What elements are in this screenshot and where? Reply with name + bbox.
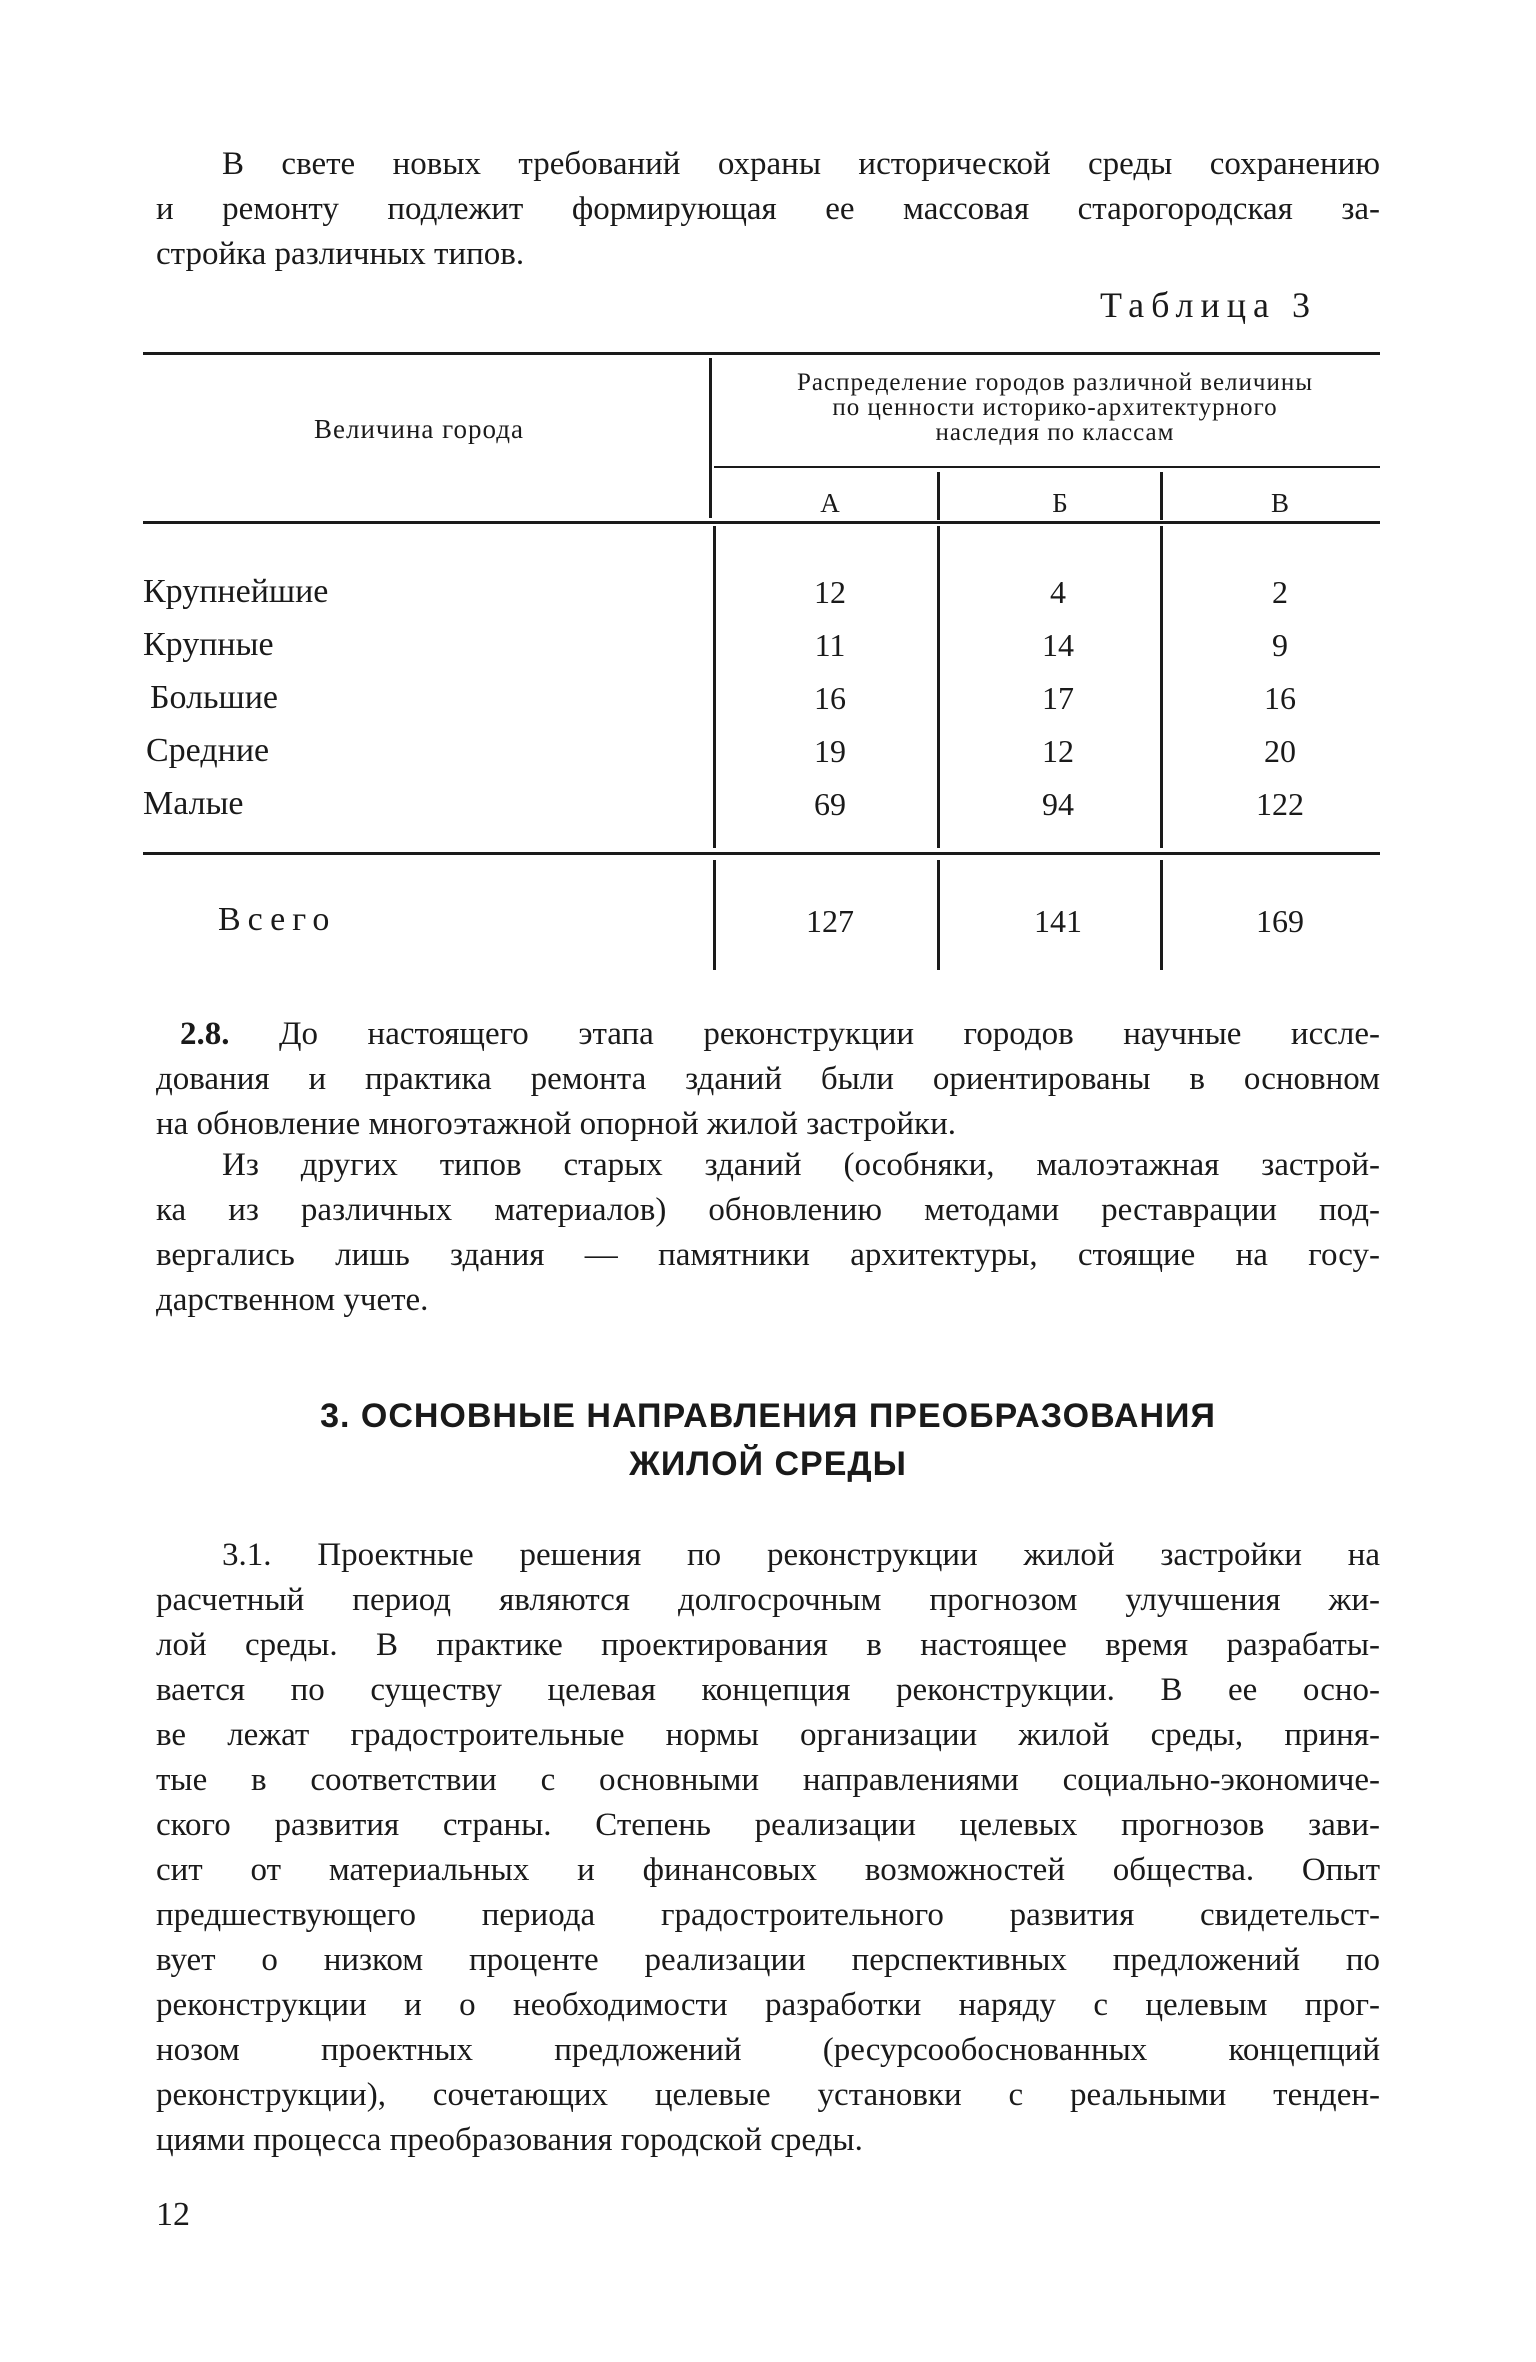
row-label: Большие (150, 679, 279, 716)
text-line: лой среды. В практике проектирования в настоящее время разрабаты- (156, 1627, 1380, 1663)
column-header-v: В (1270, 488, 1289, 518)
intro-paragraph (156, 142, 1380, 277)
text-line: вается по существу целевая концепция реконструкции. В ее осно- (156, 1672, 1380, 1708)
table-cell: 69 (814, 786, 846, 822)
table-cell: 9 (1272, 627, 1288, 663)
text-line: стройка различных типов. (156, 236, 525, 272)
column-header-b: Б (1052, 488, 1068, 518)
text-line-content: Проектные решения по реконструкции жилой застройки на (317, 1537, 1381, 1573)
table-cell: 16 (1264, 680, 1296, 716)
table-cell: 122 (1256, 786, 1304, 822)
text-line: В свете новых требований охраны исторической среды сохранению (222, 146, 1380, 182)
text-line: нозом проектных предложений (ресурсообоснованных концепций (156, 2032, 1380, 2068)
text-line: тые в соответствии с основными направлениями социально-экономиче- (156, 1762, 1380, 1798)
header-divider (709, 358, 712, 518)
header-bottom-rule (143, 521, 1380, 524)
table-cell: 14 (1042, 627, 1074, 663)
row-label: Крупные (143, 626, 274, 663)
column-divider (937, 860, 940, 970)
text-line: вует о низком проценте реализации перспективных предложений по (156, 1942, 1380, 1978)
heading-line: 3. ОСНОВНЫЕ НАПРАВЛЕНИЯ ПРЕОБРАЗОВАНИЯ (320, 1397, 1216, 1435)
section-heading (156, 1392, 1380, 1488)
section-2-8-paragraph (156, 1012, 1380, 1147)
text-line: и ремонту подлежит формирующая ее массовая старогородская за- (156, 191, 1380, 227)
total-label: Всего (218, 901, 337, 938)
page-number: 12 (156, 2196, 190, 2233)
table-header-distribution (730, 370, 1380, 445)
table-cell: 12 (1042, 733, 1074, 769)
header-line: Распределение городов различной величины (796, 369, 1314, 396)
table-cell: 12 (814, 574, 846, 610)
table-cell: 16 (814, 680, 846, 716)
table-header-size: Величина города (314, 414, 524, 444)
table-cell: 20 (1264, 733, 1296, 769)
column-divider (1160, 526, 1163, 848)
table-cell: 4 (1050, 574, 1066, 610)
total-cell: 141 (1034, 903, 1082, 939)
row-label: Малые (143, 785, 244, 822)
column-divider (937, 526, 940, 848)
subheader-divider (937, 472, 940, 520)
column-divider (713, 860, 716, 970)
subheader-divider (1160, 472, 1163, 520)
text-line: ка из различных материалов) обновлению методами реставрации под- (156, 1192, 1380, 1228)
text-line: предшествующего периода градостроительного развития свидетельст- (156, 1897, 1380, 1933)
section-number: 2.8. (180, 1016, 230, 1052)
header-line: по ценности историко-архитектурного (832, 394, 1278, 421)
text-line (156, 1012, 1380, 1057)
table-cell: 11 (814, 627, 846, 663)
text-line: циями процесса преобразования городской среды. (156, 2122, 863, 2158)
subheader-rule (714, 466, 1380, 468)
text-line: ского развития страны. Степень реализации целевых прогнозов зави- (156, 1807, 1380, 1843)
table-top-rule (143, 352, 1380, 355)
table-cell: 19 (814, 733, 846, 769)
row-label: Крупнейшие (143, 573, 329, 610)
text-line: реконструкции и о необходимости разработки наряду с целевым прог- (156, 1987, 1380, 2023)
row-label: Средние (146, 732, 270, 769)
text-line: дования и практика ремонта зданий были ориентированы в основном (156, 1061, 1380, 1097)
body-bottom-rule (143, 852, 1380, 855)
other-types-paragraph (156, 1143, 1380, 1323)
table-cell: 94 (1042, 786, 1074, 822)
table-cell: 17 (1042, 680, 1074, 716)
total-cell: 127 (806, 903, 854, 939)
column-divider (713, 526, 716, 848)
text-line: ве лежат градостроительные нормы организации жилой среды, приня- (156, 1717, 1380, 1753)
text-line: дарственном учете. (156, 1282, 429, 1318)
text-line: расчетный период являются долгосрочным прогнозом улучшения жи- (156, 1582, 1380, 1618)
text-line-content: До настоящего этапа реконструкции городов научные иссле- (279, 1016, 1380, 1052)
table-cell: 2 (1272, 574, 1288, 610)
total-cell: 169 (1256, 903, 1304, 939)
table-caption: Таблица 3 (1100, 285, 1317, 325)
text-line: Из других типов старых зданий (особняки, малоэтажная застрой- (222, 1147, 1380, 1183)
text-line: реконструкции), сочетающих целевые установки с реальными тенден- (156, 2077, 1380, 2113)
column-divider (1160, 860, 1163, 970)
text-line: на обновление многоэтажной опорной жилой застройки. (156, 1106, 956, 1142)
heading-line: ЖИЛОЙ СРЕДЫ (629, 1445, 907, 1483)
text-line (156, 1533, 1380, 1578)
column-header-a: А (820, 488, 840, 518)
text-line: вергались лишь здания — памятники архитектуры, стоящие на госу- (156, 1237, 1380, 1273)
section-3-1-paragraph (156, 1533, 1380, 2163)
text-line: сит от материальных и финансовых возможностей общества. Опыт (156, 1852, 1380, 1888)
header-line: наследия по классам (935, 419, 1175, 446)
section-number: 3.1. (222, 1537, 272, 1573)
